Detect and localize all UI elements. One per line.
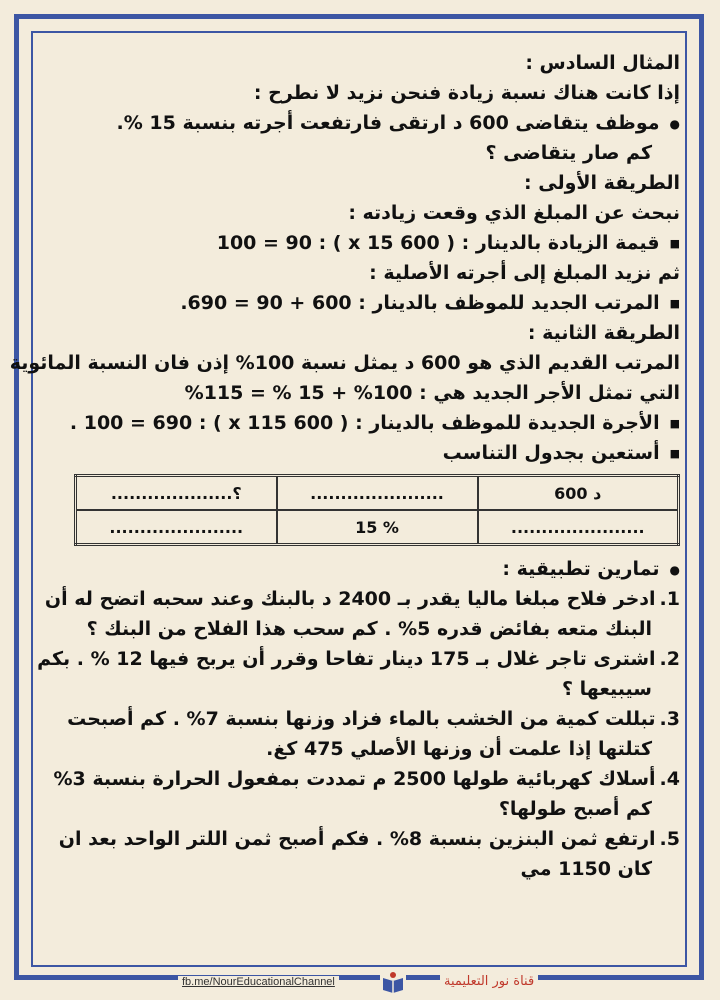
exercise-line: كتلتها إذا علمت أن وزنها الأصلي 475 كغ.	[266, 738, 652, 760]
rule-text: إذا كانت هناك نسبة زيادة فنحن نزيد لا نطرح :	[253, 82, 680, 104]
exercise-text: اشترى تاجر غلال بـ 175 دينار تفاحا وقرر أن يربح فيها 12 % . بكم	[37, 648, 656, 670]
exercise-item-4	[40, 764, 680, 824]
new-percent-text: التي تمثل الأجر الجديد هي : 100% + 15 % = 115%	[184, 382, 680, 404]
book-logo-icon	[380, 970, 406, 996]
increase-line	[40, 228, 680, 258]
exercise-line	[40, 764, 680, 794]
exercise-line	[40, 704, 680, 734]
exercises-heading	[40, 554, 680, 584]
proportion-table	[74, 474, 680, 546]
exercise-text: تبللت كمية من الخشب بالماء فزاد وزنها بنسبة 7% . كم أصبحت	[67, 708, 656, 730]
table-cell: 15 %	[277, 510, 478, 545]
page-footer	[0, 966, 720, 1000]
table-cell: 600 د	[478, 476, 679, 511]
exercise-line	[37, 644, 680, 674]
table-row	[76, 510, 679, 545]
increase-text: قيمة الزيادة بالدينار : ( 600 x 15 ) : 100 = 90	[216, 232, 660, 254]
table-cell: ......................	[478, 510, 679, 545]
exercise-number: 5.	[659, 828, 680, 850]
new-salary-text: المرتب الجديد للموظف بالدينار : 600 + 90 = 690.	[180, 292, 660, 314]
exercise-line	[40, 584, 680, 614]
exercise-text: ارتفع ثمن البنزين بنسبة 8% . فكم أصبح ثمن اللتر الواحد بعد ان	[58, 828, 656, 850]
exercise-number: 4.	[659, 768, 680, 790]
search-text: نبحث عن المبلغ الذي وقعت زيادته :	[348, 202, 680, 224]
old-salary-text: المرتب القديم الذي هو 600 د يمثل نسبة 100% إذن فان النسبة المائوية	[9, 352, 680, 374]
method-one-heading: الطريقة الأولى :	[524, 172, 680, 194]
table-cell: ......................	[76, 510, 277, 545]
new-wage-line	[40, 408, 680, 438]
exercise-number: 2.	[659, 648, 680, 670]
table-row	[76, 476, 679, 511]
exercise-number: 1.	[659, 588, 680, 610]
exercise-item-2	[37, 644, 680, 704]
example-title: المثال السادس :	[525, 52, 680, 74]
problem-line-2: كم صار يتقاضى ؟	[485, 142, 652, 164]
exercise-item-5	[40, 824, 680, 884]
exercises-title: تمارين تطبيقية :	[502, 558, 660, 580]
table-cell: ....................؟	[76, 476, 277, 511]
new-salary-line	[40, 288, 680, 318]
channel-name: قناة نور التعليمية	[440, 974, 538, 989]
exercise-line	[40, 824, 680, 854]
facebook-link[interactable]: fb.me/NourEducationalChannel	[178, 976, 339, 988]
exercise-line: كان 1150 مي	[520, 858, 652, 880]
new-wage-text: الأجرة الجديدة للموظف بالدينار : ( 600 x 115 ) : 100 = 690 .	[69, 412, 660, 434]
table-cell: ......................	[277, 476, 478, 511]
use-table-line	[40, 438, 680, 468]
exercise-line: البنك متعه بفائض قدره 5% . كم سحب هذا الفلاح من البنك ؟	[86, 618, 652, 640]
exercise-item-1	[40, 584, 680, 644]
exercise-text: أسلاك كهربائية طولها 2500 م تمددت بمفعول الحرارة بنسبة 3%	[53, 768, 656, 790]
problem-text-1: موظف يتقاضى 600 د ارتقى فارتفعت أجرته بنسبة 15 %.	[116, 112, 660, 134]
exercise-number: 3.	[659, 708, 680, 730]
exercise-line: كم أصبح طولها؟	[498, 798, 652, 820]
document-content	[9, 48, 680, 884]
exercise-text: ادخر فلاح مبلغا ماليا يقدر بـ 2400 د بالبنك وعند سحبه اتضح له أن	[44, 588, 656, 610]
then-add-text: ثم نزيد المبلغ إلى أجرته الأصلية :	[369, 262, 680, 284]
problem-line-1	[40, 108, 680, 138]
exercise-line: سيبيعها ؟	[562, 678, 652, 700]
exercise-item-3	[40, 704, 680, 764]
method-two-heading: الطريقة الثانية :	[527, 322, 680, 344]
use-table-text: أستعين بجدول التناسب	[442, 442, 660, 464]
